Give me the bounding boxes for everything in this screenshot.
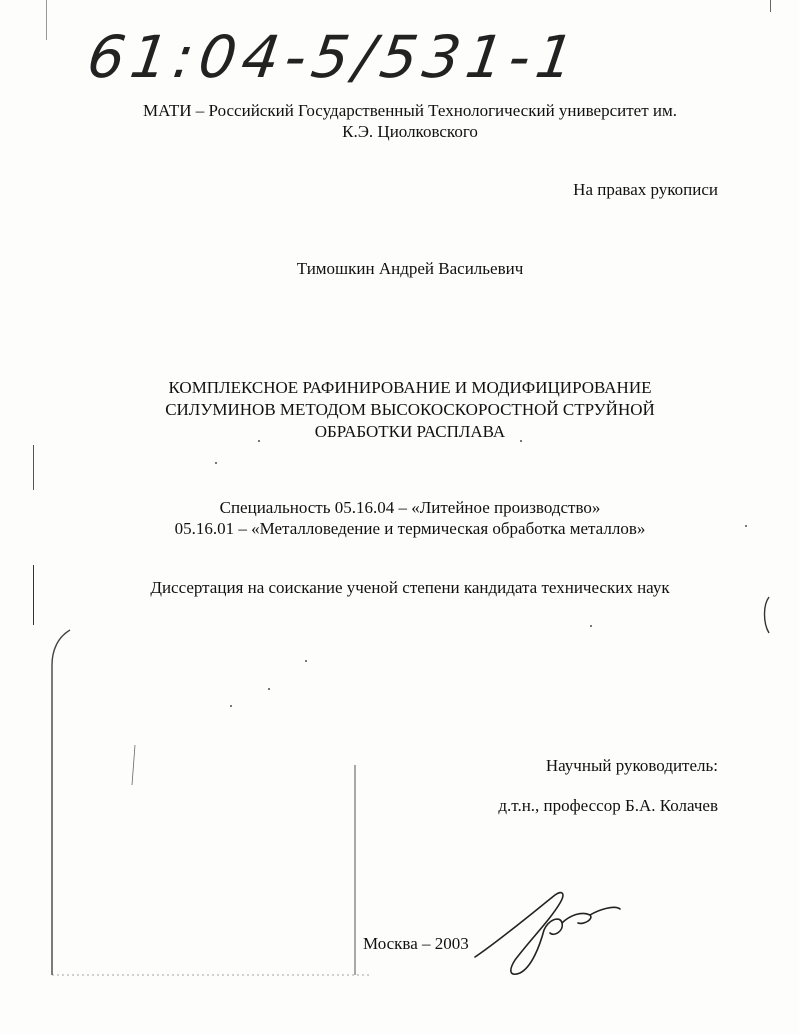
institution-line-1: МАТИ – Российский Государственный Технологический университет им. xyxy=(143,101,677,120)
scan-speck xyxy=(520,440,522,442)
scan-speck xyxy=(745,525,747,527)
scan-speck xyxy=(258,440,260,442)
scan-speck xyxy=(215,462,217,464)
manuscript-rights: На правах рукописи xyxy=(573,180,718,199)
scan-edge-mark xyxy=(760,595,772,635)
scan-line-top-left xyxy=(46,0,47,40)
specialty-line-1: Специальность 05.16.04 – «Литейное производство» xyxy=(219,498,601,517)
dissertation-note: Диссертация на соискание ученой степени кандидата технических наук xyxy=(150,578,670,597)
scan-speck xyxy=(590,625,592,627)
scan-speck xyxy=(268,688,270,690)
city-year: Москва – 2003 xyxy=(363,934,469,953)
scan-border-artifact xyxy=(40,625,370,985)
title-line-1: КОМПЛЕКСНОЕ РАФИНИРОВАНИЕ И МОДИФИЦИРОВАНИЕ xyxy=(168,378,652,397)
scan-speck xyxy=(230,705,232,707)
handwritten-catalog-code: 61:04-5/531-1 xyxy=(83,23,584,91)
supervisor-label: Научный руководитель: xyxy=(545,756,718,775)
author-name: Тимошкин Андрей Васильевич xyxy=(296,259,524,278)
scan-line-top-right xyxy=(770,0,771,12)
scan-line-left xyxy=(33,565,34,625)
institution-line-2: К.Э. Циолковского xyxy=(342,122,478,141)
specialty-line-2: 05.16.01 – «Металловедение и термическая обработка металлов» xyxy=(174,519,646,538)
scan-speck xyxy=(305,660,307,662)
scan-line-left-upper xyxy=(33,445,34,490)
dissertation-title xyxy=(100,377,720,443)
title-line-2: СИЛУМИНОВ МЕТОДОМ ВЫСОКОСКОРОСТНОЙ СТРУЙНОЙ xyxy=(165,400,655,419)
title-line-3: ОБРАБОТКИ РАСПЛАВА xyxy=(314,422,506,441)
supervisor-name: д.т.н., профессор Б.А. Колачев xyxy=(498,796,718,815)
supervisor-signature xyxy=(470,885,640,985)
